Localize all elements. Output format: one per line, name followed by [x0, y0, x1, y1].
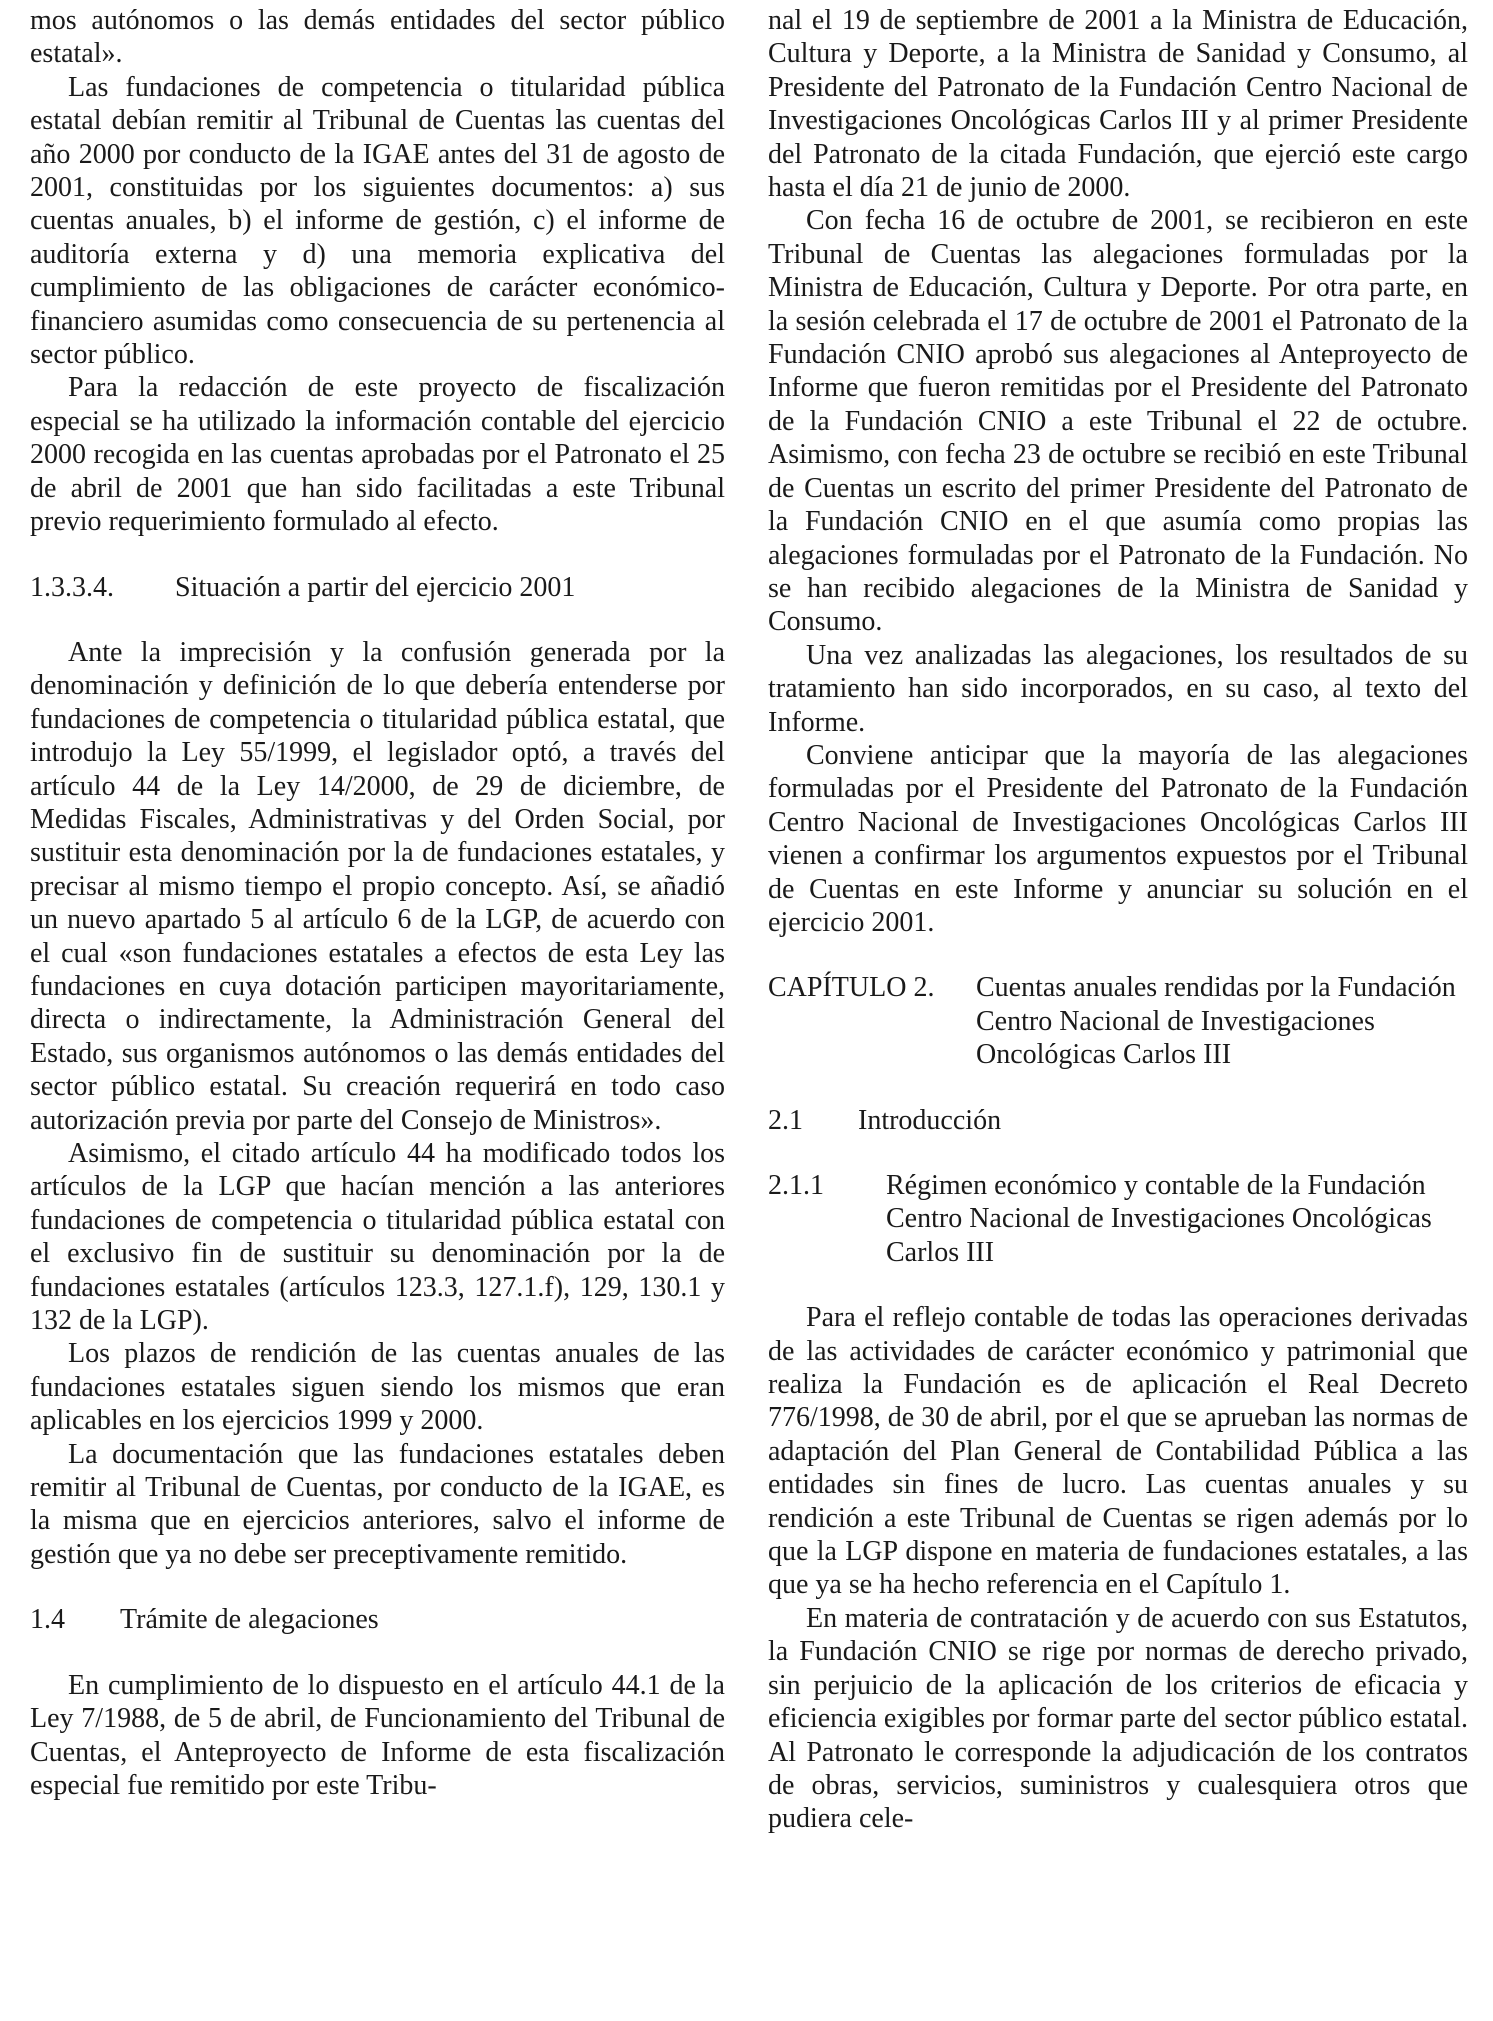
- section-number: 1.4: [30, 1604, 65, 1636]
- paragraph: Para el reflejo contable de todas las operaciones derivadas de las actividades de carácter económico y patrimonial que realiza la Fundación es de aplicación el Real Decreto 776/1998, de 30 de abril, por el que se aprueban las normas de adaptación del Plan General de Contabilidad Pública a las entidades sin fines de lucro. Las cuentas anuales y su rendición a este Tribunal de Cuentas se rigen además por lo que la LGP dispone en materia de fundaciones estatales, a las que ya se ha hecho referencia en el Capítulo 1.: [768, 1302, 1468, 1601]
- chapter-number: CAPÍTULO 2.: [768, 972, 935, 1004]
- paragraph: Conviene anticipar que la mayoría de las alegaciones formuladas por el Presidente del Patronato de la Fundación Centro Nacional de Investigaciones Oncológicas Carlos III vienen a confirmar los argumentos expuestos por el Tribunal de Cuentas en este Informe y anunciar su solución en el ejercicio 2001.: [768, 739, 1468, 938]
- section-number: 2.1: [768, 1104, 803, 1136]
- left-column: [30, 4, 725, 1802]
- section-title: Introducción: [858, 1104, 1002, 1136]
- section-title: Trámite de alegaciones: [120, 1604, 379, 1636]
- paragraph: En materia de contratación y de acuerdo con sus Estatutos, la Fundación CNIO se rige por normas de derecho privado, sin perjuicio de la aplicación de los criterios de eficacia y eficiencia exigibles por formar parte del sector público estatal. Al Patronato le corresponde la adjudicación de los contratos de obras, servicios, suministros y cualesquiera otros que pudiera cele-: [768, 1602, 1468, 1835]
- paragraph: Las fundaciones de competencia o titularidad pública estatal debían remitir al Tribunal de Cuentas las cuentas del año 2000 por conducto de la IGAE antes del 31 de agosto de 2001, constituidas por los siguientes documentos: a) sus cuentas anuales, b) el informe de gestión, c) el informe de auditoría externa y d) una memoria explicativa del cumplimiento de las obligaciones de carácter económico-financiero asumidas como consecuencia de su pertenencia al sector público.: [30, 71, 725, 371]
- right-column: [768, 4, 1468, 1836]
- section-heading-1-4: [30, 1603, 725, 1636]
- paragraph: nal el 19 de septiembre de 2001 a la Ministra de Educación, Cultura y Deporte, a la Ministra de Sanidad y Consumo, al Presidente del Patronato de la Fundación Centro Nacional de Investigaciones Oncológicas Carlos III y al primer Presidente del Patronato de la citada Fundación, que ejerció este cargo hasta el día 21 de junio de 2000.: [768, 5, 1468, 204]
- paragraph: Una vez analizadas las alegaciones, los resultados de su tratamiento han sido incorporados, en su caso, al texto del Informe.: [768, 639, 1468, 738]
- paragraph: Con fecha 16 de octubre de 2001, se recibieron en este Tribunal de Cuentas las alegaciones formuladas por la Ministra de Educación, Cultura y Deporte. Por otra parte, en la sesión celebrada el 17 de octubre de 2001 el Patronato de la Fundación CNIO aprobó sus alegaciones al Anteproyecto de Informe que fueron remitidas por el Presidente del Patronato de la Fundación CNIO a este Tribunal el 22 de octubre. Asimismo, con fecha 23 de octubre se recibió en este Tribunal de Cuentas un escrito del primer Presidente del Patronato de la Fundación CNIO en el que asumía como propias las alegaciones formuladas por el Patronato de la Fundación. No se han recibido alegaciones de la Ministra de Sanidad y Consumo.: [768, 205, 1468, 638]
- paragraph: Los plazos de rendición de las cuentas anuales de las fundaciones estatales siguen siendo los mismos que eran aplicables en los ejercicios 1999 y 2000.: [30, 1338, 725, 1437]
- paragraph: Para la redacción de este proyecto de fiscalización especial se ha utilizado la información contable del ejercicio 2000 recogida en las cuentas aprobadas por el Patronato el 25 de abril de 2001 que han sido facilitadas a este Tribunal previo requerimiento formulado al efecto.: [30, 372, 725, 538]
- paragraph: La documentación que las fundaciones estatales deben remitir al Tribunal de Cuentas, por conducto de la IGAE, es la misma que en ejercicios anteriores, salvo el informe de gestión que ya no debe ser preceptivamente remitido.: [30, 1438, 725, 1570]
- paragraph: mos autónomos o las demás entidades del sector público estatal».: [30, 5, 725, 70]
- section-heading-2-1: [768, 1104, 1468, 1137]
- section-title: Situación a partir del ejercicio 2001: [175, 571, 576, 603]
- paragraph: Asimismo, el citado artículo 44 ha modificado todos los artículos de la LGP que hacían mención a las anteriores fundaciones de competencia o titularidad pública estatal con el exclusivo fin de sustituir su denominación por la de fundaciones estatales (artículos 123.3, 127.1.f), 129, 130.1 y 132 de la LGP).: [30, 1138, 725, 1337]
- chapter-heading: [768, 971, 1468, 1071]
- section-heading-2-1-1: [768, 1169, 1468, 1269]
- section-title: Régimen económico y contable de la Fundación Centro Nacional de Investigaciones Oncológicas Carlos III: [886, 1170, 1432, 1268]
- section-number: 1.3.3.4.: [30, 571, 114, 603]
- paragraph: En cumplimiento de lo dispuesto en el artículo 44.1 de la Ley 7/1988, de 5 de abril, de Funcionamiento del Tribunal de Cuentas, el Anteproyecto de Informe de esta fiscalización especial fue remitido por este Tribu-: [30, 1669, 725, 1801]
- chapter-title: Cuentas anuales rendidas por la Fundación Centro Nacional de Investigaciones Oncológicas Carlos III: [976, 972, 1456, 1071]
- section-heading-1-3-3-4: [30, 571, 725, 604]
- section-number: 2.1.1: [768, 1170, 824, 1201]
- paragraph: Ante la imprecisión y la confusión generada por la denominación y definición de lo que debería entenderse por fundaciones de competencia o titularidad pública estatal, que introdujo la Ley 55/1999, el legislador optó, a través del artículo 44 de la Ley 14/2000, de 29 de diciembre, de Medidas Fiscales, Administrativas y del Orden Social, por sustituir esta denominación por la de fundaciones estatales, y precisar al mismo tiempo el propio concepto. Así, se añadió un nuevo apartado 5 al artículo 6 de la LGP, de acuerdo con el cual «son fundaciones estatales a efectos de esta Ley las fundaciones en cuya dotación participen mayoritariamente, directa o indirectamente, la Administración General del Estado, sus organismos autónomos o las demás entidades del sector público estatal. Su creación requerirá en todo caso autorización previa por parte del Consejo de Ministros».: [30, 636, 725, 1136]
